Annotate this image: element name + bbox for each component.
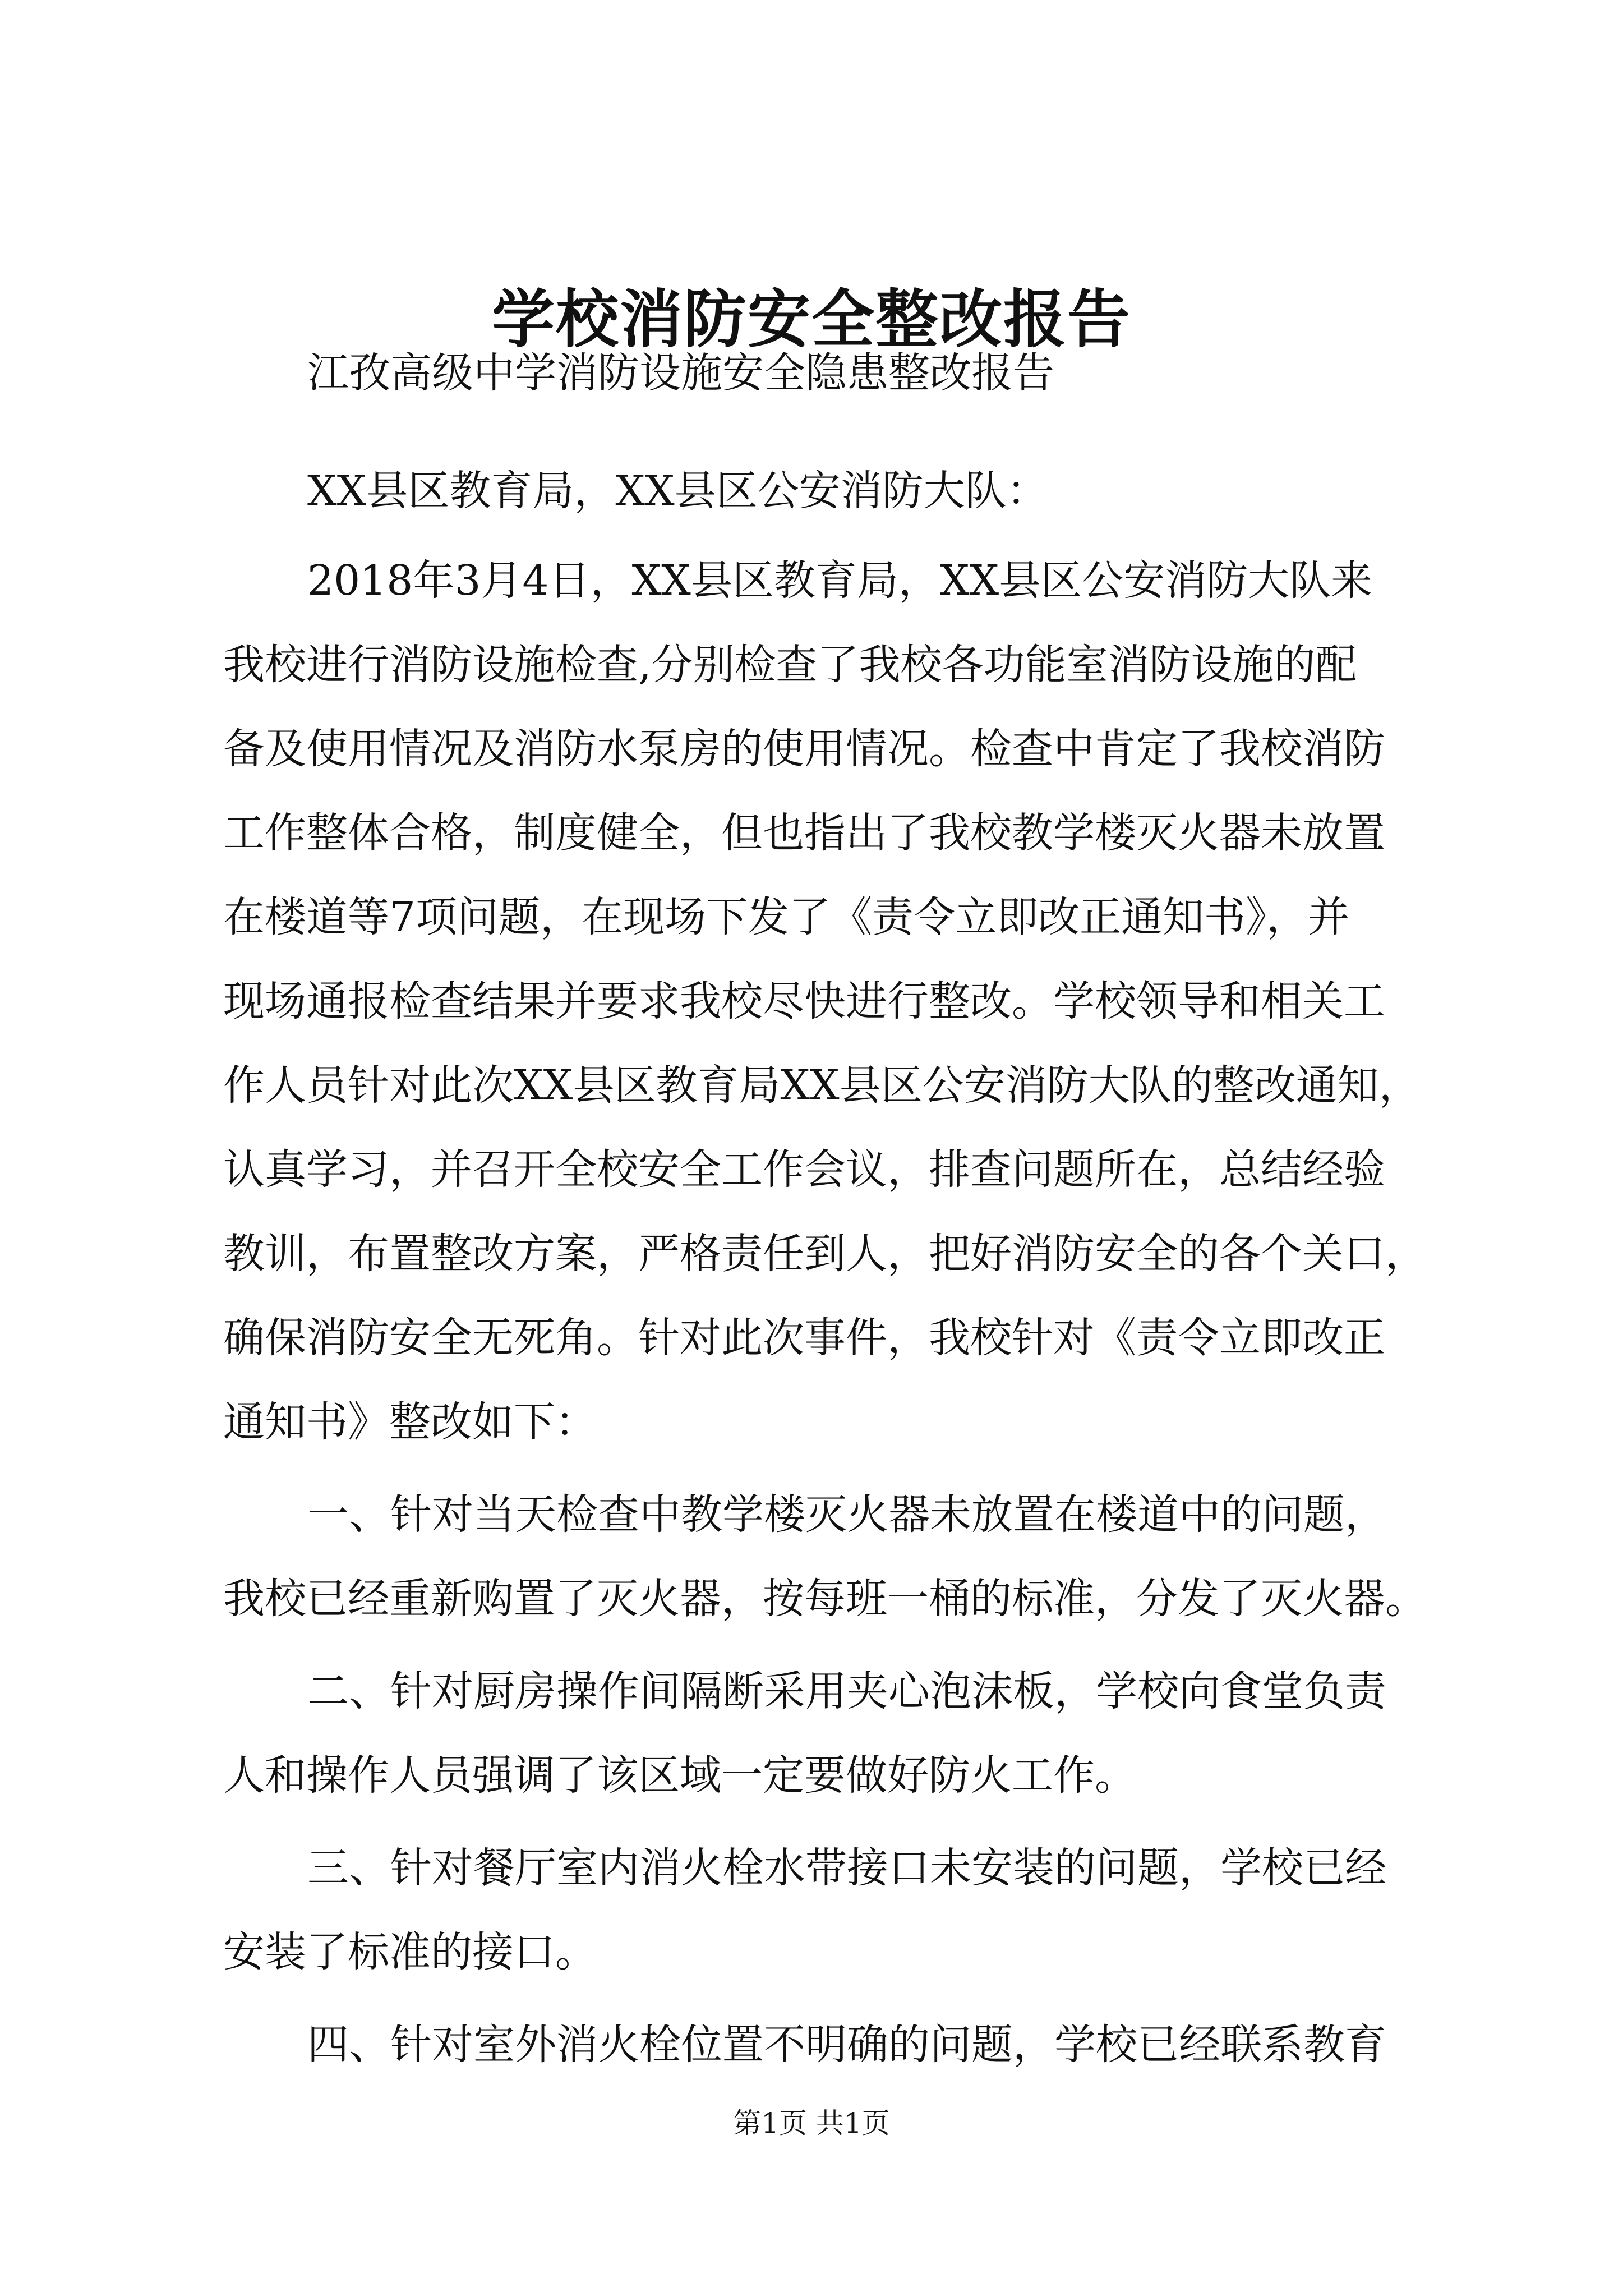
list-item-3-line: 安装了标准的接口。 <box>223 1928 597 1976</box>
body-line: 教训，布置整改方案，严格责任到人，把好消防安全的各个关口， <box>223 1230 1427 1278</box>
body-line: 作人员针对此次XX县区教育局XX县区公安消防大队的整改通知， <box>223 1061 1421 1110</box>
list-item-2-line: 二、针对厨房操作间隔断采用夹心泡沫板，学校向食堂负责 <box>307 1667 1386 1715</box>
body-line: 我校进行消防设施检查,分别检查了我校各功能室消防设施的配 <box>223 641 1357 689</box>
body-line: 2018年3月4日，XX县区教育局，XX县区公安消防大队来 <box>307 556 1373 605</box>
body-line: 通知书》整改如下： <box>223 1398 597 1446</box>
list-item-3-line: 三、针对餐厅室内消火栓水带接口未安装的问题，学校已经 <box>307 1844 1386 1892</box>
list-item-2-line: 人和操作人员强调了该区域一定要做好防火工作。 <box>223 1751 1136 1800</box>
body-line: 现场通报检查结果并要求我校尽快进行整改。学校领导和相关工 <box>223 977 1385 1025</box>
list-item-1-line: 一、针对当天检查中教学楼灭火器未放置在楼道中的问题， <box>307 1490 1386 1539</box>
body-line: 工作整体合格，制度健全，但也指出了我校教学楼灭火器未放置 <box>223 809 1385 857</box>
document-title: 学校消防安全整改报告 <box>492 283 1131 356</box>
body-line: 备及使用情况及消防水泵房的使用情况。检查中肯定了我校消防 <box>223 725 1385 773</box>
list-item-1-line: 我校已经重新购置了灭火器，按每班一桶的标准，分发了灭火器。 <box>223 1575 1427 1623</box>
page-number-footer: 第1页 共1页 <box>733 2107 890 2139</box>
document-subtitle: 江孜高级中学消防设施安全隐患整改报告 <box>307 349 1054 397</box>
body-line: 确保消防安全无死角。针对此次事件，我校针对《责令立即改正 <box>223 1314 1385 1362</box>
body-line: 在楼道等7项问题，在现场下发了《责令立即改正通知书》，并 <box>223 893 1350 941</box>
list-item-4-line: 四、针对室外消火栓位置不明确的问题，学校已经联系教育 <box>307 2021 1386 2069</box>
salutation: XX县区教育局，XX县区公安消防大队： <box>307 467 1048 515</box>
body-line: 认真学习，并召开全校安全工作会议，排查问题所在，总结经验 <box>223 1145 1385 1194</box>
